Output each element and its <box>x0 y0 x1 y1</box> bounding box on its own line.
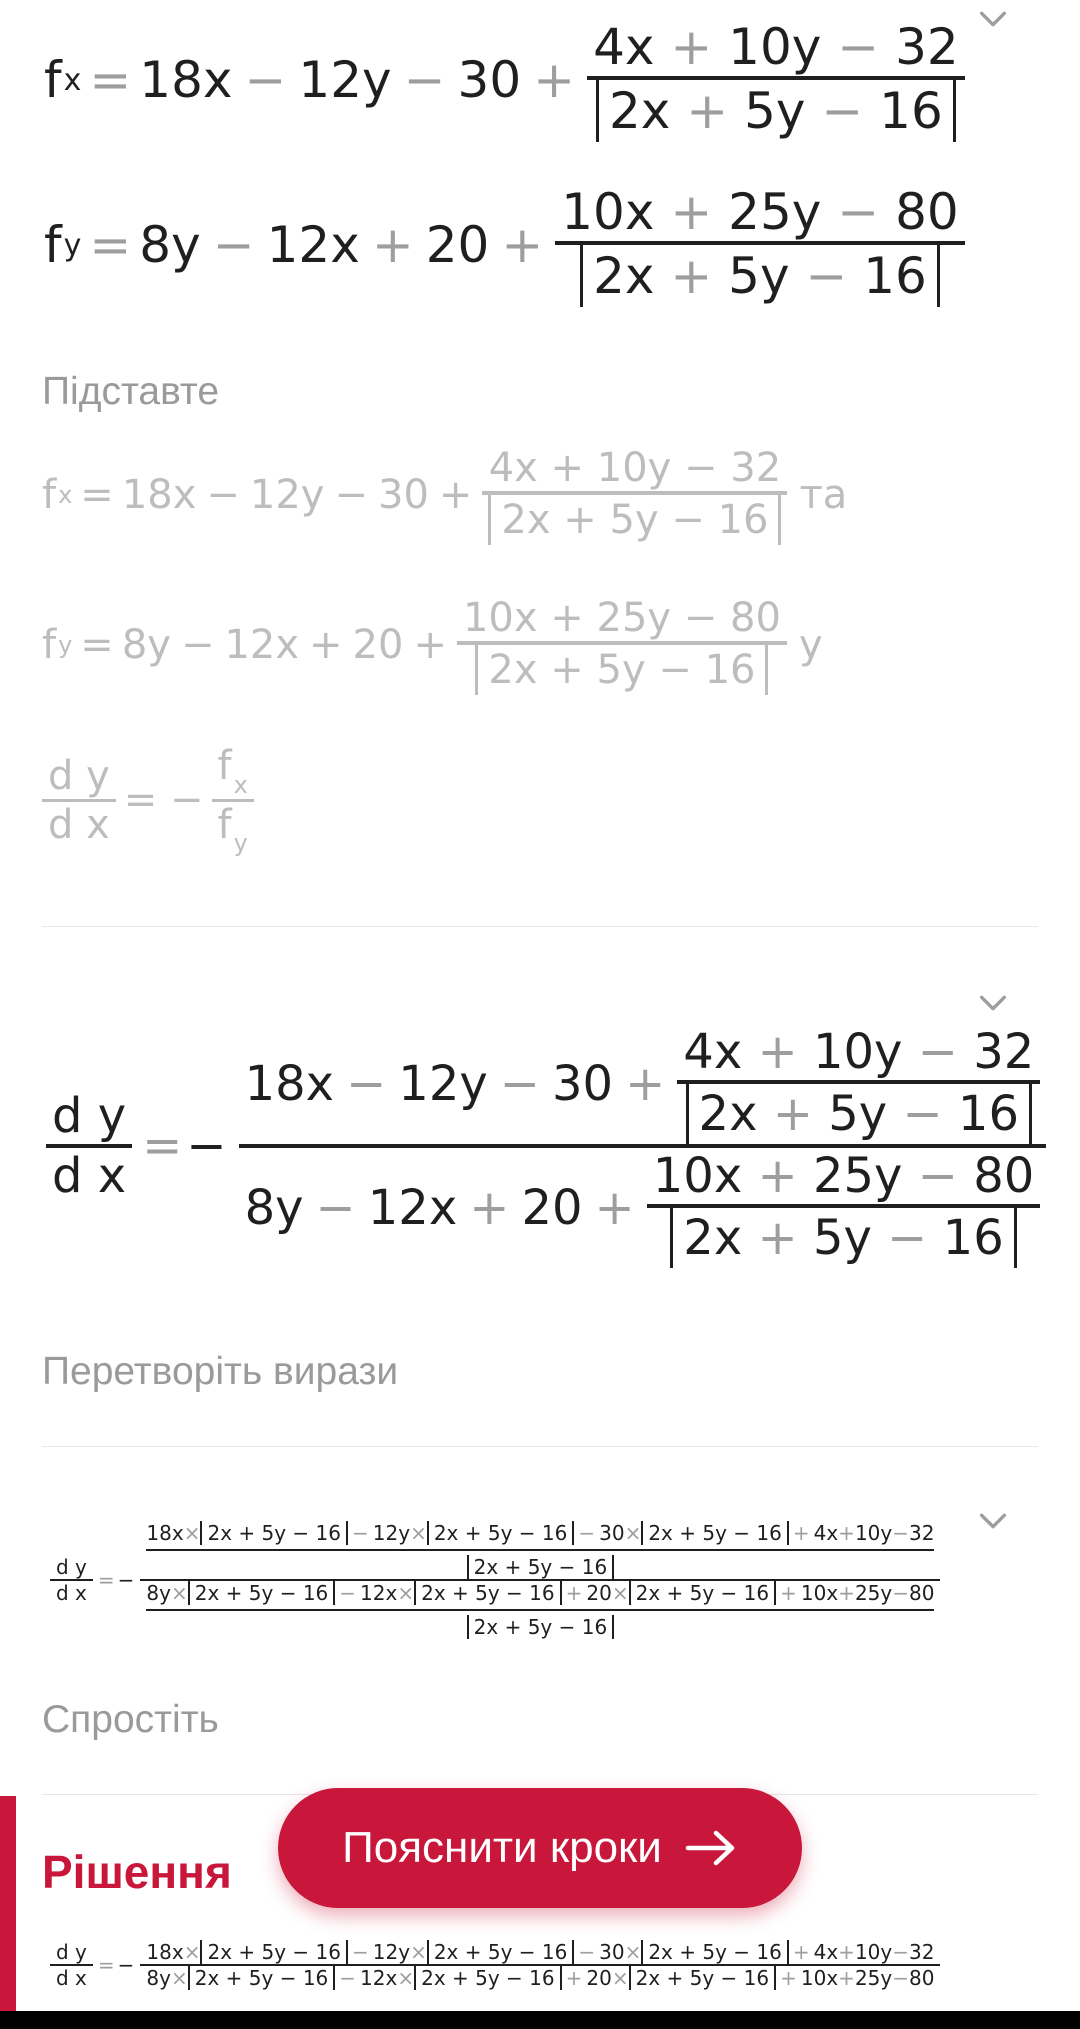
step2-label: Перетворіть вирази <box>42 1350 399 1393</box>
chevron-down-icon[interactable] <box>976 2 1010 36</box>
solution-accent-bar <box>0 1796 16 2029</box>
step1-fx-equation: f x = 18x − 12y − 30 + $\frac{4x + 10y - 32}{2x + 5y - 16}$ <box>44 0 965 160</box>
divider-2 <box>42 1446 1038 1447</box>
step1-explain-fy: f y = 8y − 12x + 20 + $\frac{10x + 25y - 80}{2x + 5y - 16}$ у <box>42 595 823 693</box>
explain-steps-label: Пояснити кроки <box>342 1823 662 1872</box>
dydx-fraction: $\frac{\text{d y}}{\text{d x}}$ <box>46 1088 132 1204</box>
step1-label: Підставте <box>42 370 220 413</box>
solution-equation: $\frac{\text{d y}}{\text{d x}}$ = − 18x × 2x + 5y − 16 − 12y × 2x + 5y − 16 − 30 × 2x + 5y − 16 + 4x + 10y − 32 8y × 2x + 5y − 16 − 12x × 2x + 5y − 16 + 20 × 2x + 5y − 16 + 10x + 25y − 80 <box>50 1922 940 2008</box>
step1-explain-fx: f x = 18x − 12y − 30 + $\frac{4x + 10y - 32}{2x + 5y - 16}$ та <box>42 445 848 543</box>
big-fraction: 18x − 12y − 30 + $\frac{4x + 10y - 32}{2x + 5y - 16}$ 8y − 12x + 20 + $\frac{10x + 25y - 80}{2x + 5y - 16}$ <box>239 1024 1047 1268</box>
fy-fraction: $\frac{10x + 25y - 80}{2x + 5y - 16}$ <box>555 183 964 307</box>
step2-equation: $\frac{\text{d y}}{\text{d x}}$ = − 18x − 12y − 30 + $\frac{4x + 10y - 32}{2x + 5y - 16}$ 8y − 12x + 20 + $\frac{10x + 25y - 80}{2x + 5y - 16}$ <box>46 970 1046 1322</box>
solution-title: Рішення <box>42 1846 232 1898</box>
arrow-right-icon <box>684 1828 738 1868</box>
system-nav-strip <box>0 2011 1080 2029</box>
fx-fraction: $\frac{4x + 10y - 32}{2x + 5y - 16}$ <box>587 18 965 142</box>
step3-equation: $\frac{\text{d y}}{\text{d x}}$ = − 18x × 2x + 5y − 16 − 12y × 2x + 5y − 16 − 30 × 2x + 5y − 16 + 4x + 10y − 32 2x + 5y − 16 8y × 2x + 5y − 16 − 12x × 2x + 5y − 16 + 20 × 2x + 5y − 16 + 10x + 25y − 80 2x + 5y − 16 <box>50 1490 940 1670</box>
divider-1 <box>42 926 1038 927</box>
fy-symbol: f <box>44 216 62 274</box>
explain-steps-button[interactable] <box>278 1788 802 1908</box>
step1-fy-equation: f y = 8y − 12x + 20 + $\frac{10x + 25y - 80}{2x + 5y - 16}$ <box>44 160 965 330</box>
step1-explain-dydx: $\frac{\text{d y}}{\text{d x}}$ = − $\frac{f_x}{f_y}$ <box>42 720 254 880</box>
fx-symbol: f <box>44 51 62 109</box>
chevron-down-icon[interactable] <box>976 1504 1010 1538</box>
step3-label: Спростіть <box>42 1698 219 1741</box>
